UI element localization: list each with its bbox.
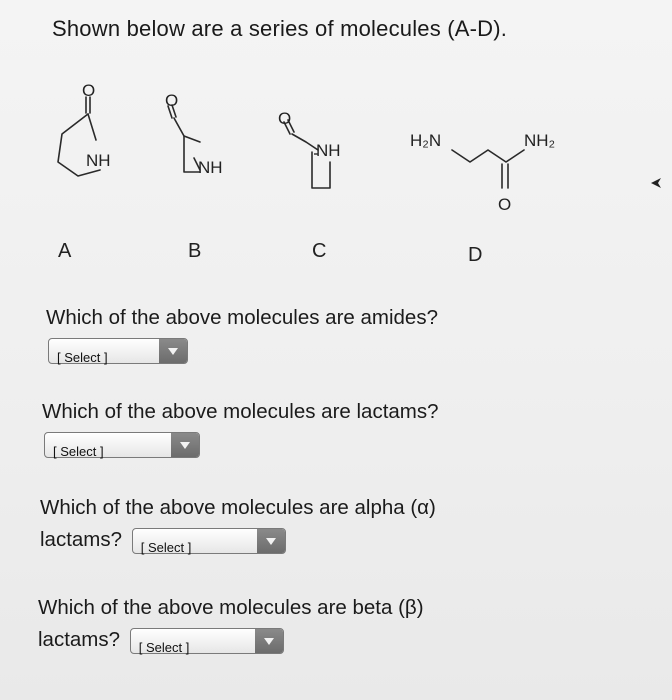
question-text-line1: Which of the above molecules are alpha (α) [40,496,436,519]
lactams-select[interactable] [44,432,200,458]
molecule-b-drawing [168,105,200,172]
mouse-pointer-icon [649,176,663,190]
molecule-a-nh: NH [86,151,111,170]
question-text: Which of the above molecules are lactams? [42,400,439,423]
molecule-d-h2n: H₂N [410,131,442,150]
molecule-d-oxygen: O [498,195,512,214]
molecule-structures [0,70,672,280]
dropdown-arrow-icon [257,529,285,553]
question-text-line2: lactams? [40,528,123,551]
select-value: [ Select ] [57,349,108,365]
dropdown-arrow-icon [255,629,283,653]
select-value: [ Select ] [53,443,104,459]
molecule-b-nh: NH [198,158,223,177]
question-alpha-lactams [40,492,436,556]
molecule-label-c: C [312,240,327,262]
dropdown-arrow-icon [171,433,199,457]
dropdown-arrow-icon [159,339,187,363]
structures-drawing [0,70,672,280]
question-text-line1: Which of the above molecules are beta (β) [38,596,424,619]
molecule-b-oxygen: O [165,91,179,110]
molecule-a-oxygen: O [82,81,96,100]
molecule-c-oxygen: O [278,109,292,128]
select-value: [ Select ] [140,539,192,555]
select-value: [ Select ] [138,639,190,655]
question-beta-lactams [38,592,424,656]
alpha-lactams-select[interactable] [132,528,286,554]
molecule-label-b: B [188,240,202,262]
question-text: Which of the above molecules are amides? [46,306,438,329]
molecule-d-nh2: NH₂ [524,131,556,150]
molecule-label-a: A [58,240,72,262]
question-text-line2: lactams? [38,628,121,651]
page-title: Shown below are a series of molecules (A-D). [52,16,508,41]
question-amides [46,302,438,366]
molecule-d-drawing [452,150,524,188]
molecule-label-d: D [468,244,483,266]
beta-lactams-select[interactable] [130,628,284,654]
question-lactams [42,396,439,460]
molecule-c-nh: NH [316,141,341,160]
amides-select[interactable] [48,338,188,364]
